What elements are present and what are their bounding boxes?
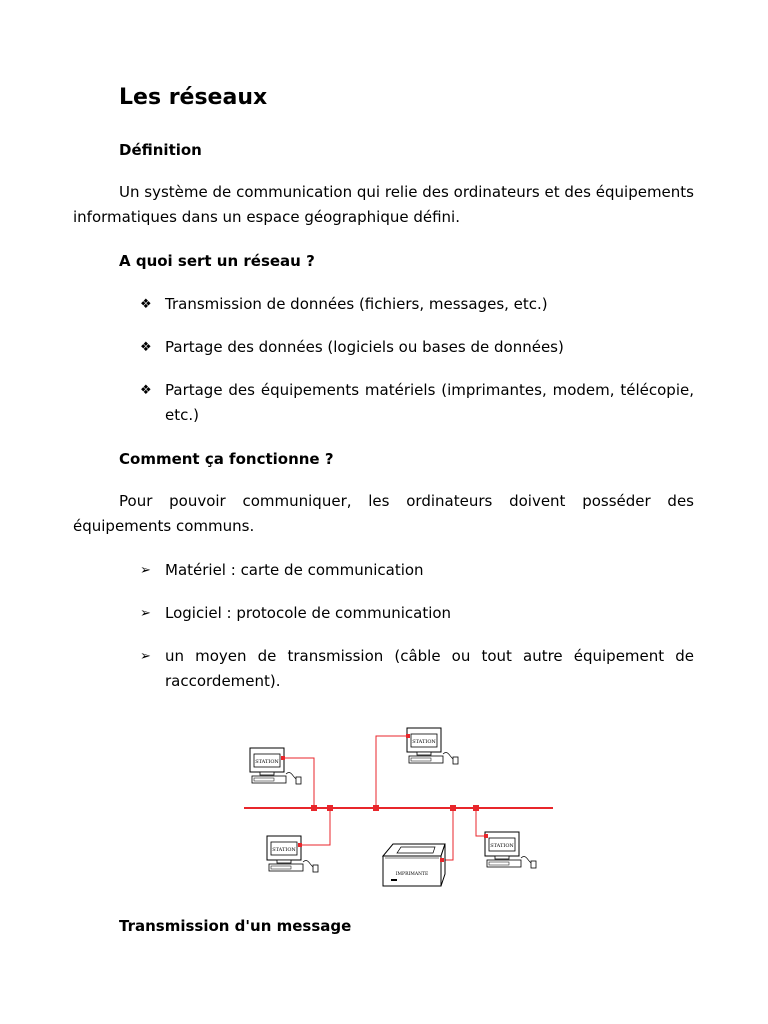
how-list-item: [140, 558, 694, 583]
usage-item-text: Transmission de données (fichiers, messages, etc.): [165, 295, 548, 313]
printer-label: IMPRIMANTE: [395, 872, 429, 877]
station-label: STATION: [255, 759, 279, 765]
station-label: STATION: [412, 739, 436, 745]
station-computer-icon: [406, 728, 458, 764]
heading-how: Comment ça fonctionne ?: [119, 450, 334, 468]
arrow-bullet-icon: ➢: [140, 606, 151, 621]
connection-wires: [283, 736, 488, 860]
definition-paragraph: Un système de communication qui relie des ordinateurs et des équipements informatiques dans un espace géographique défini.: [73, 183, 694, 226]
heading-transmission: Transmission d'un message: [119, 917, 352, 935]
diamond-bullet-icon: ❖: [140, 383, 152, 398]
how-list-item: [140, 644, 694, 694]
how-paragraph: Pour pouvoir communiquer, les ordinateurs doivent posséder des équipements communs.: [73, 492, 694, 535]
usage-item-text: Partage des données (logiciels ou bases de données): [165, 338, 564, 356]
how-item-text: un moyen de transmission (câble ou tout autre équipement de raccordement).: [165, 647, 694, 690]
usage-list-item: [140, 378, 694, 428]
station-label: STATION: [490, 843, 514, 849]
arrow-bullet-icon: ➢: [140, 563, 151, 578]
network-diagram: [238, 724, 558, 894]
station-label: STATION: [272, 847, 296, 853]
diamond-bullet-icon: ❖: [140, 297, 152, 312]
heading-usage: A quoi sert un réseau ?: [119, 252, 315, 270]
usage-list-item: [140, 292, 694, 317]
how-list-item: [140, 601, 694, 626]
station-computer-icon: [250, 748, 301, 784]
how-item-text: Matériel : carte de communication: [165, 561, 424, 579]
station-computer-icon: [484, 832, 536, 868]
usage-item-text: Partage des équipements matériels (imprimantes, modem, télécopie, etc.): [165, 381, 694, 424]
page-title: Les réseaux: [119, 85, 268, 110]
diamond-bullet-icon: ❖: [140, 340, 152, 355]
printer-icon: [383, 844, 445, 886]
station-computer-icon: [267, 836, 318, 872]
arrow-bullet-icon: ➢: [140, 649, 151, 664]
how-item-text: Logiciel : protocole de communication: [165, 604, 452, 622]
usage-list-item: [140, 335, 694, 360]
heading-definition: Définition: [119, 141, 202, 159]
